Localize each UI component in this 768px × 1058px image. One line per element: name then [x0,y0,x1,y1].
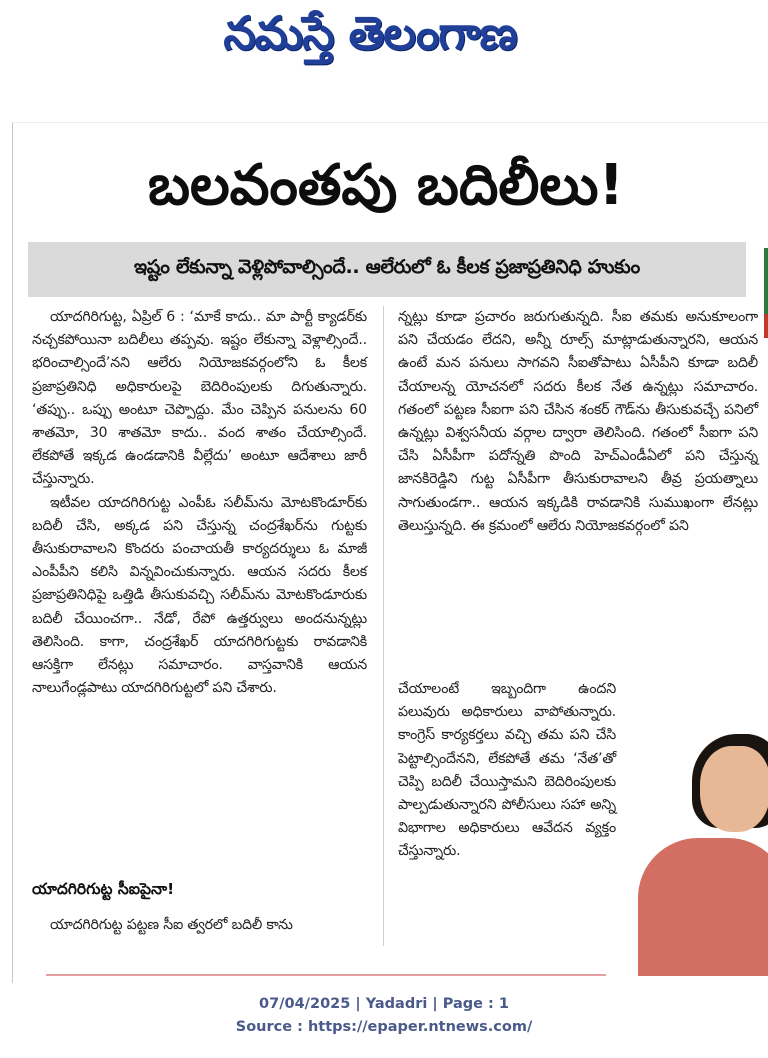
subsection-title: యాదగిరిగుట్ట సీఐపైనా! [32,880,175,898]
right-paragraph-2: చేయాలంటే ఇబ్బందిగా ఉందని పలువురు అధికారులు వాపోతున్నారు. కాంగ్రెస్ కార్యకర్తలు వచ్చి తమ పని చేసి పెట్టాల్సిందేనని, లేకపోతే తమ ‘నేత’తో చెప్పి బదిలీ చేయిస్తామని బెదిరింపులకు పాల్పడుతున్నారని పోలీసులు సహా అన్ని విభాగాల అధికారులు ఆవేదన వ్యక్తం చేస్తున్నారు. [398,681,616,860]
article-headline: బలవంతపు బదిలీలు! [147,153,625,218]
left-paragraph-2: ఇటీవల యాదగిరిగుట్ట ఎంపీఓ సలీమ్‌ను మోటకొండూర్‌కు బదిలీ చేసి, అక్కడ పని చేస్తున్న చంద్రశేఖర్‌ను గుట్టకు తీసుకురావాలని కొందరు పంచాయతీ కార్యదర్శులు ఓ మాజీ ఎంపీపీని కలిసి విన్నవించుకున్నారు. ఆయన సదరు కీలక ప్రజాప్రతినిధిపై ఒత్తిడి తీసుకువచ్చి సలీమ్‌ను మోటకొండూరుకు బదిలీ చేయించగా.. నేడో, రేపో ఉత్తర్వులు అందనున్నట్లు తెలిసింది. కాగా, చంద్రశేఖర్ యాదగిరిగుట్టకు రావడానికి ఆసక్తిగా లేనట్లు సమాచారం. వాస్తవానికి ఆయన నాలుగేండ్లపాటు యాదగిరిగుట్టలో పని చేశారు. [32,494,367,697]
left-paragraph-1: యాదగిరిగుట్ట, ఏప్రిల్ 6 : ‘మాకే కాదు.. మా పార్టీ క్యాడర్‌కు నచ్చకపోయినా బదిలీలు తప్పవు. ఇష్టం లేకున్నా వెళ్లాల్సిందే.. భరించాల్సిందే’నని ఆలేరు నియోజకవర్గంలోని ఓ కీలక ప్రజాప్రతినిధి అధికారులపై బెదిరింపులకు దిగుతున్నారు. ‘తప్పు.. ఒప్పు అంటూ చెప్పొద్దు. మేం చెప్పిన పనులను 60 శాతమో, 30 శాతమో కాదు.. వంద శాతం చేయాల్సిందే. లేకపోతే ఇక్కడ ఉండడానికి వీల్లేదు’ అంటూ ఆదేశాలు జారీ చేస్తున్నారు. [32,309,367,488]
right-paragraph-1: న్నట్లు కూడా ప్రచారం జరుగుతున్నది. సీఐ తమకు అనుకూలంగా పని చేయడం లేదని, అన్నీ రూల్స్ మాట్లాడుతున్నారని, ఆయన ఉంటే మన పనులు సాగవని సీఐతోపాటు ఏసీపీని కూడా బదిలీ చేయాలన్న యోచనలో సదరు కీలక నేత ఉన్నట్లు సమాచారం. గతంలో పట్టణ సీఐగా పని చేసిన శంకర్ గౌడ్‌ను తీసుకువచ్చే పనిలో ఉన్నట్లు విశ్వసనీయ వర్గాల ద్వారా తెలిసింది. గతంలో సీఐగా పని చేసి ఏసీపీగా పదోన్నతి పొంది హెచ్ఎండీఏలో పని చేస్తున్న జానకిరెడ్డిని గుట్ట ఏసీపీగా తీసుకురావాలని తీవ్ర ప్రయత్నాలు సాగుతుండగా.. ఆయన ఇక్కడికి రావడానికి సుముఖంగా లేనట్లు తెలుస్తున్నది. ఈ క్రమంలో ఆలేరు నియోజకవర్గంలో పని [398,309,758,534]
masthead-title: నమస్తే తెలంగాణ [223,6,517,60]
source-link[interactable]: Source : https://epaper.ntnews.com/ [235,1019,533,1035]
article-bottom-rule [46,974,606,976]
edition-info: 07/04/2025 | Yadadri | Page : 1 [259,996,509,1012]
subsection-paragraph: యాదగిరిగుట్ట పట్టణ సీఐ త్వరలో బదిలీ కాను [50,917,293,933]
right-column [398,306,758,538]
article-subheadline-box [28,242,746,297]
adjacent-article-edge-red [764,314,768,338]
masthead-logo [150,4,590,74]
person-photo [628,696,768,976]
right-column-narrow [398,678,616,864]
column-divider [383,306,384,946]
left-column [32,306,367,700]
article-subheadline: ఇష్టం లేకున్నా వెళ్లిపోవాల్సిందే.. ఆలేరులో ఓ కీలక ప్రజాప్రతినిధి హుకుం [133,256,641,278]
